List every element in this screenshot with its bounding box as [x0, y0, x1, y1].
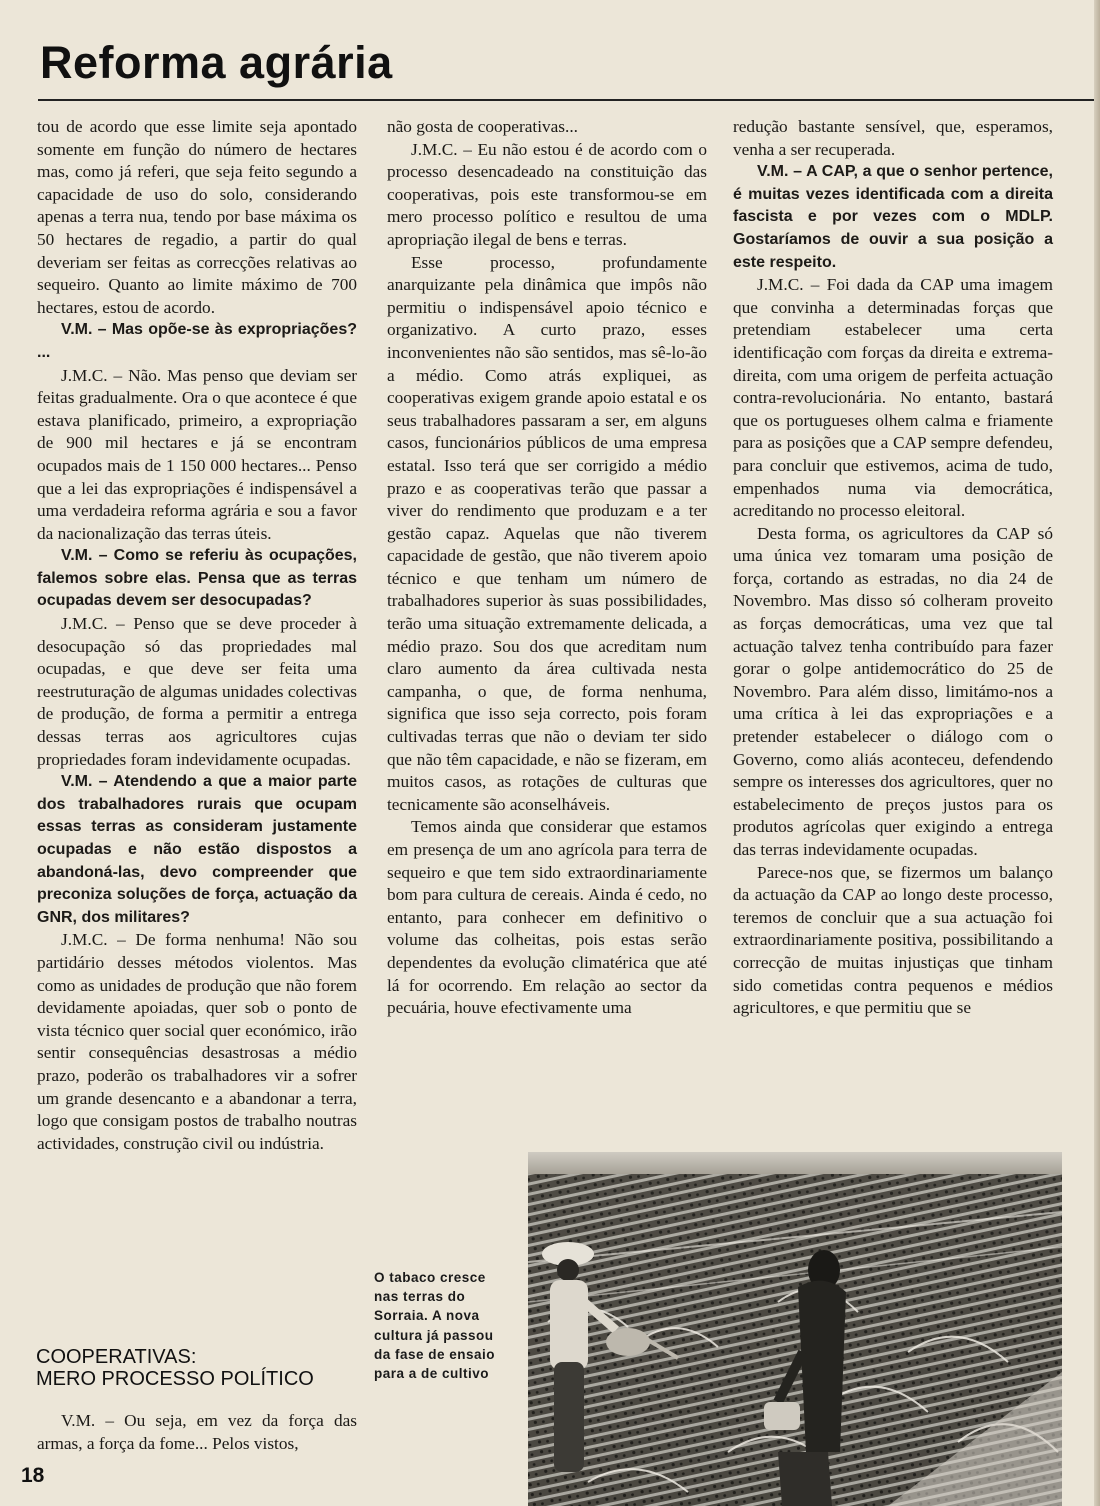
- paragraph-text: De forma nenhuma! Não sou partidário desses métodos violentos. Mas como as unidades de produção que não forem devidamente apoiadas, quer sob o ponto de vista técnico quer social quer económico, irão sentir consequências desastrosas a médio prazo, poderão os trabalhadores vir a sofrer um grande desencanto e a abandonar a terra, logo que consigam postos de trabalho noutras actividades, construção civil ou indústria.: [37, 930, 357, 1153]
- speaker-label: J.M.C. –: [411, 139, 472, 159]
- paragraph-text: Esse processo, profundamente anarquizante pela dinâmica que impôs não permitiu o indispensável apoio técnico e organizativo. A curto prazo, esses inconvenientes não são sentidos, mas sê-lo-ão a médio. Como atrás expliquei, as cooperativas exigem grande apoio estatal e os seus trabalhadores passaram a ser, em alguns casos, funcionários públicos de uma empresa estatal. Isso terá que ser corrigido a médio prazo e as cooperativas terão que passar a viver do rendimento que produzam e a ter gestão capaz. Aquelas que não tiverem capacidade de gestão, que não tiverem apoio técnico e que tenham um número de trabalhadores superior às suas possibilidades, terão uma situação extremamente delicada, a médio prazo. Sou dos que acreditam num claro aumento da área cultivada nesta campanha, o que, de forma nenhuma, significa que isso seja correcto, pois foram cultivadas terras que não o deviam ter sido que não têm capacidade, e não se fizeram, em muitos casos, as rotações de culturas que tecnicamente são aconselháveis.: [387, 252, 707, 814]
- page-edge: [1094, 0, 1100, 1506]
- paragraph: [733, 116, 1053, 161]
- paragraph-text: Parece-nos que, se fizermos um balanço da actuação da CAP ao longo deste processo, teremos de concluir que a sua actuação foi extraordinariamente positiva, possibilitando a correcção de muitas injustiças que tinham sido cometidas contra pequenos e médios agricultores, e que permitiu que se: [733, 862, 1053, 1018]
- paragraph-text: Foi dada da CAP uma imagem que convinha a determinadas forças que pretendiam estabelecer uma certa identificação com forças da direita e extrema-direita, com uma origem de perfeita actuação contra-revolucionária. No entanto, bastará que os portugueses olhem calma e friamente para as posições que a CAP sempre defendeu, para concluir que estivemos, acima de tudo, empenhados numa via democrática, acreditando no processo eleitoral.: [733, 275, 1053, 521]
- paragraph-text: Como se referiu às ocupações, falemos sobre elas. Pensa que as terras ocupadas devem ser desocupadas?: [37, 547, 358, 610]
- paragraph: [733, 161, 1053, 274]
- photo-caption: O tabaco cresce nas terras do Sorraia. A nova cultura já passou da fase de ensaio para a de cultivo: [374, 1270, 496, 1382]
- paragraph: [733, 274, 1053, 523]
- speaker-label: V.M. –: [757, 163, 803, 181]
- section-title: Reforma agrária: [40, 37, 393, 88]
- speaker-label: J.M.C. –: [61, 614, 125, 634]
- section-subheading: [36, 1346, 314, 1390]
- tobacco-field-photo: [528, 1152, 1062, 1506]
- page-number: 18: [21, 1464, 45, 1487]
- paragraph: [37, 116, 357, 319]
- speaker-label: J.M.C. –: [757, 275, 820, 295]
- paragraph-text: não gosta de cooperativas...: [387, 117, 578, 136]
- paragraph: [387, 139, 707, 252]
- speaker-label: J.M.C. –: [61, 930, 126, 950]
- article-column-2: [387, 116, 707, 1020]
- subheading-line-1: COOPERATIVAS:: [36, 1346, 197, 1368]
- paragraph: [37, 365, 357, 546]
- paragraph-text: Desta forma, os agricultores da CAP só uma única vez tomaram uma posição de força, cortando as estradas, no dia 24 de Novembro. Mas disso só colheram proveito as forças democráticas, uma vez que tal actuação talvez tenha contribuído para fazer gorar o golpe antidemocrático do 25 de Novembro. Para além disso, limitámo-nos a uma crítica à lei das expropriações e a pretender estabelecer o diálogo com o Governo, como aliás aconteceu, defendendo sempre os interesses dos agricultores, quer no estabelecimento de preços justos para os produtos agrícolas quer exigindo a entrega das terras indevidamente ocupadas.: [733, 523, 1053, 859]
- paragraph: [387, 252, 707, 817]
- paragraph-text: Eu não estou é de acordo com o processo desencadeado na constituição das cooperativas, pois este transformou-se em mero processo político e resultou de uma apropriação ilegal de bens e terras.: [387, 139, 707, 249]
- paragraph-text: Ou seja, em vez da força das armas, a força da fome... Pelos vistos,: [37, 1411, 357, 1453]
- photo-illustration: [528, 1152, 1062, 1506]
- paragraph: [37, 613, 357, 771]
- paragraph-text: Temos ainda que considerar que estamos em presença de um ano agrícola para terra de sequeiro e que tem sido extraordinariamente bom para cultura de cereais. Ainda é cedo, no entanto, para conhecer em definitivo o volume das colheitas, pois estas serão dependentes da evolução climatérica que até lá for ocorrendo. Em relação ao sector da pecuária, houve efectivamente uma: [387, 817, 707, 1018]
- paragraph: [37, 771, 357, 929]
- speaker-label: V.M. –: [61, 321, 107, 339]
- title-rule: [38, 99, 1100, 101]
- speaker-label: V.M. –: [61, 1411, 115, 1430]
- article-column-1: [37, 116, 357, 1155]
- paragraph: [37, 319, 357, 364]
- speaker-label: V.M. –: [61, 773, 108, 791]
- paragraph: [37, 545, 357, 613]
- subheading-line-2: MERO PROCESSO POLÍTICO: [36, 1368, 314, 1390]
- paragraph-text: Não. Mas penso que deviam ser feitas gradualmente. Ora o que acontece é que estava planificado, primeiro, a expropriação de 900 mil hectares e já se encontram ocupados mais de 1 150 000 hectares... Penso que a lei das expropriações é indispensável a uma verdadeira reforma agrária e sou a favor da nacionalização das terras úteis.: [37, 365, 357, 543]
- paragraph-text: tou de acordo que esse limite seja apontado somente em função do número de hectares mas, como já referi, que seja feito segundo a capacidade de uso do solo, considerando apenas a terra nua, tendo por base máxima os 50 hectares de regadio, a partir do qual deveriam ser feitas as correcções relativas ao sequeiro. Quanto ao limite máximo de 700 hectares, estou de acordo.: [37, 117, 357, 317]
- paragraph: [733, 523, 1053, 862]
- paragraph-text: Mas opõe-se às expropriações? ...: [37, 321, 357, 361]
- paragraph-text: Penso que se deve proceder à desocupação só das propriedades mal ocupadas, e que deve ser feita uma reestruturação de algumas unidades colectivas de produção, de forma a permitir a entrega dessas terras aos agricultores cujas propriedades foram indevidamente ocupadas.: [37, 614, 357, 769]
- paragraph-text: Atendendo a que a maior parte dos trabalhadores rurais que ocupam essas terras as consideram justamente ocupadas e não estão dispostos a abandoná-las, devo compreender que preconiza soluções de força, actuação da GNR, dos militares?: [37, 773, 358, 926]
- paragraph: [733, 862, 1053, 1020]
- paragraph: [387, 116, 707, 139]
- paragraph: [37, 929, 357, 1155]
- paragraph-text: redução bastante sensível, que, esperamos, venha a ser recuperada.: [733, 117, 1053, 159]
- paragraph-text: A CAP, a que o senhor pertence, é muitas vezes identificada com a direita fascista e por vezes com o MDLP. Gostaríamos de ouvir a sua posição a este respeito.: [733, 163, 1053, 271]
- speaker-label: V.M. –: [61, 547, 108, 565]
- paragraph: [387, 816, 707, 1019]
- article-column-3: [733, 116, 1053, 1020]
- speaker-label: J.M.C. –: [61, 365, 123, 385]
- paragraph: [37, 1410, 357, 1455]
- article-continuation: [37, 1410, 357, 1455]
